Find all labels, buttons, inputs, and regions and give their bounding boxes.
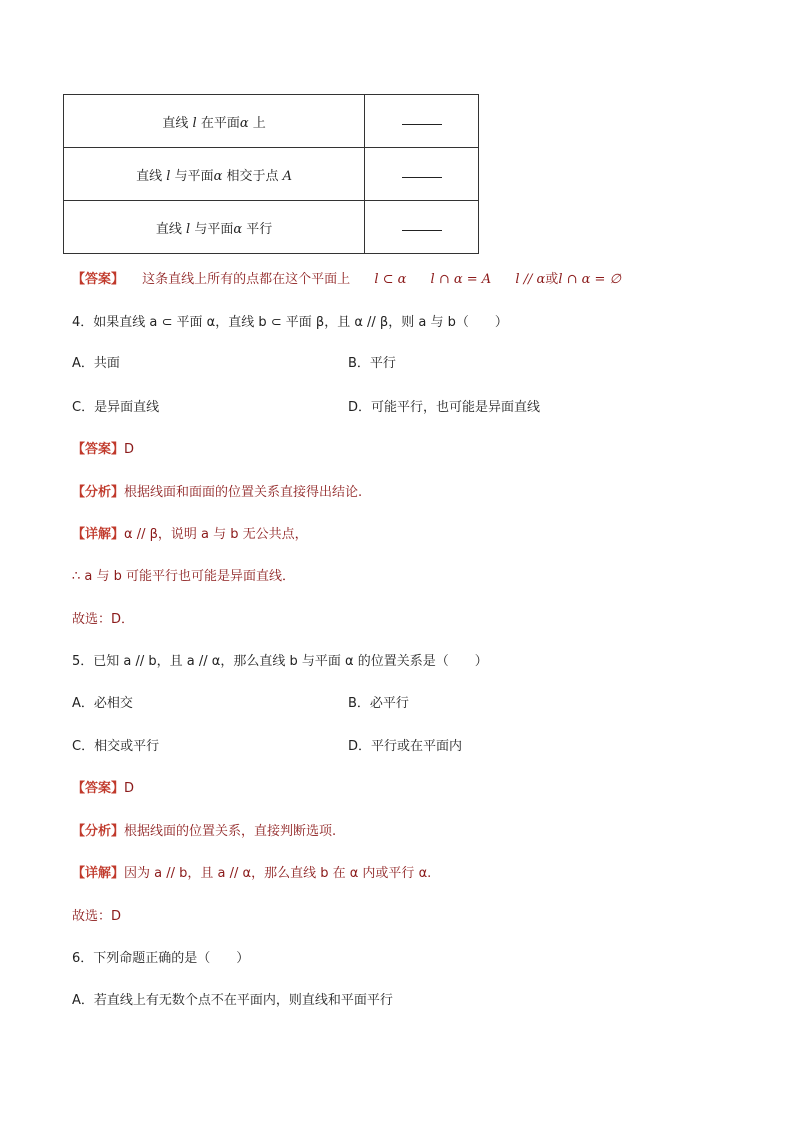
relation-cell [64, 148, 365, 201]
math-var: l [166, 168, 171, 184]
q4-analysis [72, 481, 362, 500]
math-var: A [282, 168, 293, 184]
answer-tag: 【答案】 [72, 272, 125, 287]
answer-text: D [124, 781, 135, 796]
answer-text: D [124, 442, 135, 457]
detail-text: α // β，说明 a 与 b 无公共点， [124, 527, 308, 542]
q4-choose: 故选：D． [72, 612, 135, 627]
answer-blank [402, 229, 442, 231]
notation-blank-cell [365, 201, 479, 254]
cell-text: 相交于点 [222, 168, 283, 184]
math-var: l [192, 115, 197, 131]
math-var: α [213, 168, 223, 184]
answer-tag: 【答案】 [72, 442, 125, 457]
question-6-stem: 6．下列命题正确的是（ ） [72, 951, 250, 966]
analysis-text: 根据线面和面面的位置关系直接得出结论. [124, 485, 363, 500]
math-var: l [186, 221, 191, 237]
table-row [64, 201, 479, 254]
q4-answer [72, 438, 134, 457]
q5-option-c: C．相交或平行 [72, 739, 160, 754]
q4-option-d: D．可能平行，也可能是异面直线 [348, 400, 541, 415]
detail-tag: 【详解】 [72, 527, 125, 542]
answer-tag: 【答案】 [72, 781, 125, 796]
analysis-tag: 【分析】 [72, 824, 125, 839]
question-5-stem: 5．已知 a // b，且 a // α，那么直线 b 与平面 α 的位置关系是（ ） [72, 654, 488, 669]
cell-text: 平行 [242, 221, 273, 237]
analysis-text: 根据线面的位置关系，直接判断选项. [124, 824, 337, 839]
answer-formula: l ∩ α = A [430, 272, 492, 287]
answer-formula: l ∩ α = ∅ [558, 272, 621, 287]
analysis-tag: 【分析】 [72, 485, 125, 500]
cell-text: 直线 [136, 168, 167, 184]
math-var: α [239, 115, 249, 131]
q5-answer [72, 777, 134, 796]
table-row [64, 148, 479, 201]
cell-text: 与平面 [170, 168, 214, 184]
answer-connector: 或 [545, 272, 559, 287]
answer-formula: l // α [515, 272, 546, 287]
cell-text: 在平面 [196, 115, 240, 131]
answer-blank [402, 176, 442, 178]
q4-detail-line-2: ∴ a 与 b 可能平行也可能是异面直线． [72, 569, 296, 584]
q5-option-a: A．必相交 [72, 696, 133, 711]
relation-cell [64, 95, 365, 148]
cell-text: 直线 [155, 221, 187, 237]
q4-option-a: A．共面 [72, 356, 120, 371]
notation-blank-cell [365, 95, 479, 148]
cell-text: 直线 [162, 115, 193, 131]
q5-option-d: D．平行或在平面内 [348, 739, 463, 754]
answer-blank [402, 123, 442, 125]
q5-analysis [72, 820, 336, 839]
answer-formula: l ⊂ α [374, 272, 407, 287]
answer-text: 这条直线上所有的点都在这个平面上 [142, 272, 351, 287]
relation-table [63, 94, 479, 254]
question-4-stem: 4．如果直线 a ⊂ 平面 α，直线 b ⊂ 平面 β，且 α // β，则 a 与 b（ ） [72, 315, 508, 330]
cell-text: 与平面 [190, 221, 234, 237]
detail-text: 因为 a // b，且 a // α，那么直线 b 在 α 内或平行 α. [124, 866, 432, 881]
q5-detail [72, 862, 431, 881]
q4-option-b: B．平行 [348, 356, 396, 371]
q4-option-c: C．是异面直线 [72, 400, 160, 415]
math-var: α [233, 221, 243, 237]
q4-detail [72, 523, 308, 542]
q5-choose: 故选：D [72, 909, 122, 924]
answer-3-line [72, 268, 621, 287]
cell-text: 上 [248, 115, 266, 131]
relation-cell [64, 201, 365, 254]
detail-tag: 【详解】 [72, 866, 125, 881]
notation-blank-cell [365, 148, 479, 201]
q6-option-a: A．若直线上有无数个点不在平面内，则直线和平面平行 [72, 993, 393, 1008]
q5-option-b: B．必平行 [348, 696, 409, 711]
table-row [64, 95, 479, 148]
